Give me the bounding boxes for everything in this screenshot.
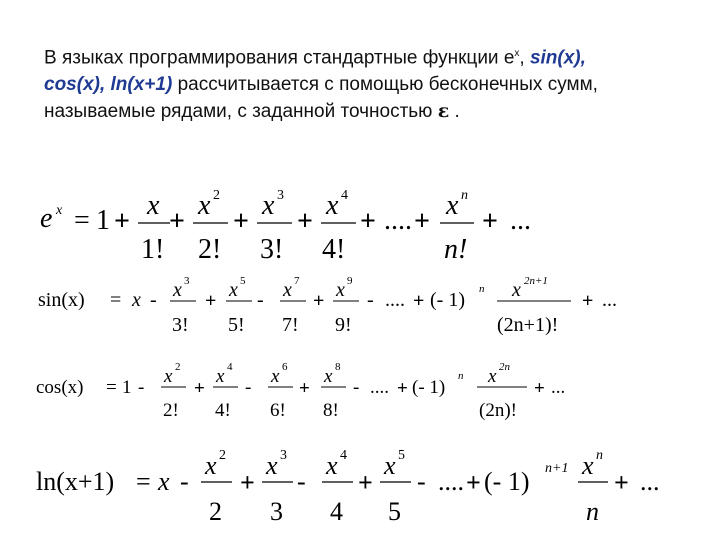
- sin-plus-2: +: [313, 290, 325, 312]
- exp-plus-2: +: [169, 206, 185, 237]
- ln-den-3: 3: [270, 497, 283, 526]
- sin-plus-4: +: [582, 290, 594, 312]
- exp-plus-5: +: [360, 206, 376, 237]
- ln-den-gen: n: [586, 497, 599, 526]
- sin-minus-1: -: [150, 289, 157, 311]
- intro-text-1: В языках программирования стандартные функции e: [44, 47, 515, 69]
- sin-pow-5: 5: [240, 275, 246, 287]
- cos-den-4: 4!: [215, 400, 231, 421]
- epsilon-symbol: ε: [437, 100, 450, 123]
- sin-minus-3: -: [367, 289, 374, 311]
- exp-plus-3: +: [233, 206, 249, 237]
- ln-den-2: 2: [209, 497, 222, 526]
- exp-plus-6: +: [414, 206, 430, 237]
- exp-num-2: x: [198, 190, 211, 221]
- exp-num-3: x: [262, 190, 275, 221]
- ln-plus-1: +: [240, 468, 255, 497]
- ln-pow-2: 2: [219, 448, 226, 463]
- exp-pow-n: n: [461, 188, 468, 203]
- intro-func-sin: sin(x),: [529, 47, 586, 69]
- intro-sep: ,: [519, 47, 530, 69]
- sin-x: x: [132, 289, 141, 311]
- exp-pow-4: 4: [341, 188, 348, 203]
- cos-dots: ....: [370, 377, 389, 398]
- sin-num-5: x: [229, 279, 238, 301]
- cos-minus-3: -: [353, 377, 360, 398]
- ln-num-4: x: [326, 451, 338, 480]
- sin-plus-1: +: [205, 290, 217, 312]
- sin-sign: (- 1): [430, 289, 465, 311]
- cos-num-6: x: [271, 366, 280, 387]
- ln-plus-4: +: [614, 468, 629, 497]
- cos-sign-pow: n: [458, 370, 464, 382]
- ln-plus-3: +: [466, 468, 481, 497]
- exp-plus-4: +: [297, 206, 313, 237]
- cos-pow-6: 6: [282, 361, 288, 373]
- sin-sign-pow: n: [479, 283, 485, 295]
- sin-plus-3: +: [413, 290, 425, 312]
- sin-num-gen: x: [512, 279, 521, 301]
- cos-den-2: 2!: [163, 400, 179, 421]
- ln-den-5: 5: [388, 497, 401, 526]
- cos-tail: ...: [551, 377, 566, 398]
- ln-sign-pow: n+1: [545, 461, 569, 476]
- sin-den-gen: (2n+1)!: [497, 314, 559, 336]
- ln-den-4: 4: [330, 497, 343, 526]
- sin-tail: ...: [602, 289, 617, 311]
- exp-pow-2: 2: [213, 188, 220, 203]
- cos-plus-1: +: [194, 378, 205, 399]
- ln-tail: ...: [640, 467, 660, 496]
- ln-pow-4: 4: [340, 448, 347, 463]
- exp-num-1: x: [147, 190, 160, 221]
- intro-func-cos-ln: cos(x), ln(x+1): [44, 74, 173, 96]
- formula-exp: [40, 188, 531, 265]
- exp-lhs-base: e: [40, 203, 53, 234]
- cos-plus-4: +: [534, 378, 545, 399]
- exp-equals: =: [74, 205, 90, 236]
- sin-den-9: 9!: [335, 314, 352, 336]
- cos-num-4: x: [216, 366, 225, 387]
- ln-num-2: x: [205, 451, 217, 480]
- sin-dots: ....: [385, 289, 405, 311]
- cos-num-gen: x: [488, 366, 497, 387]
- ln-pow-5: 5: [398, 448, 405, 463]
- sin-den-7: 7!: [282, 314, 299, 336]
- ln-num-gen: x: [582, 451, 594, 480]
- sin-den-3: 3!: [172, 314, 189, 336]
- ln-x: x: [158, 467, 170, 496]
- cos-pow-8: 8: [335, 361, 341, 373]
- cos-pow-2: 2: [175, 361, 181, 373]
- cos-minus-2: -: [245, 377, 252, 398]
- cos-lhs: cos(x): [36, 377, 84, 398]
- exp-one: 1: [96, 205, 110, 236]
- ln-pow-gen: n: [596, 448, 603, 463]
- ln-num-5: x: [384, 451, 396, 480]
- cos-den-6: 6!: [270, 400, 286, 421]
- exp-den-1: 1!: [141, 234, 165, 265]
- ln-num-3: x: [266, 451, 278, 480]
- exp-num-n: x: [446, 190, 459, 221]
- sin-lhs: sin(x): [38, 289, 85, 311]
- sin-minus-2: -: [257, 289, 264, 311]
- formula-cos: [36, 361, 565, 421]
- cos-pow-4: 4: [227, 361, 233, 373]
- cos-equals: =: [106, 377, 117, 398]
- formula-sin: [38, 275, 617, 336]
- ln-minus-2: -: [297, 467, 306, 496]
- sin-pow-9: 9: [347, 275, 353, 287]
- intro-text-2: рассчитывается с помощью бесконечных сумм, называемые рядами, с заданной точностью: [44, 74, 598, 123]
- ln-minus-3: -: [417, 467, 426, 496]
- exp-lhs-sup: x: [56, 203, 63, 218]
- sin-equals: =: [110, 289, 122, 311]
- ln-lhs: ln(x+1): [36, 467, 115, 496]
- sin-num-7: x: [283, 279, 292, 301]
- sin-num-9: x: [336, 279, 345, 301]
- cos-den-8: 8!: [323, 400, 339, 421]
- exp-num-4: x: [326, 190, 339, 221]
- exp-dots: ....: [384, 205, 412, 236]
- exp-pow-3: 3: [277, 188, 284, 203]
- ln-pow-3: 3: [280, 448, 287, 463]
- cos-num-2: x: [164, 366, 173, 387]
- intro-exp-superscript: x: [514, 48, 520, 59]
- sin-pow-gen: 2n+1: [524, 275, 548, 287]
- sin-pow-7: 7: [294, 275, 300, 287]
- ln-dots: ....: [438, 467, 464, 496]
- cos-pow-gen: 2n: [499, 361, 510, 373]
- ln-plus-2: +: [358, 468, 373, 497]
- cos-den-gen: (2n)!: [479, 400, 517, 421]
- sin-pow-3: 3: [184, 275, 190, 287]
- formula-ln: [36, 448, 660, 526]
- ln-minus-1: -: [180, 467, 189, 496]
- exp-den-2: 2!: [198, 234, 222, 265]
- cos-plus-3: +: [397, 378, 408, 399]
- exp-den-3: 3!: [260, 234, 284, 265]
- exp-plus-1: +: [114, 206, 130, 237]
- exp-plus-7: +: [482, 206, 498, 237]
- exp-den-n: n!: [444, 234, 468, 265]
- sin-num-3: x: [173, 279, 182, 301]
- ln-equals: =: [136, 467, 151, 496]
- cos-plus-2: +: [299, 378, 310, 399]
- exp-den-4: 4!: [322, 234, 346, 265]
- ln-sign: (- 1): [484, 467, 530, 496]
- cos-sign: (- 1): [412, 377, 446, 398]
- cos-one: 1: [122, 377, 132, 398]
- sin-den-5: 5!: [228, 314, 245, 336]
- exp-tail: ...: [510, 205, 531, 236]
- intro-end: .: [449, 101, 460, 123]
- cos-minus-1: -: [138, 377, 145, 398]
- cos-num-8: x: [324, 366, 333, 387]
